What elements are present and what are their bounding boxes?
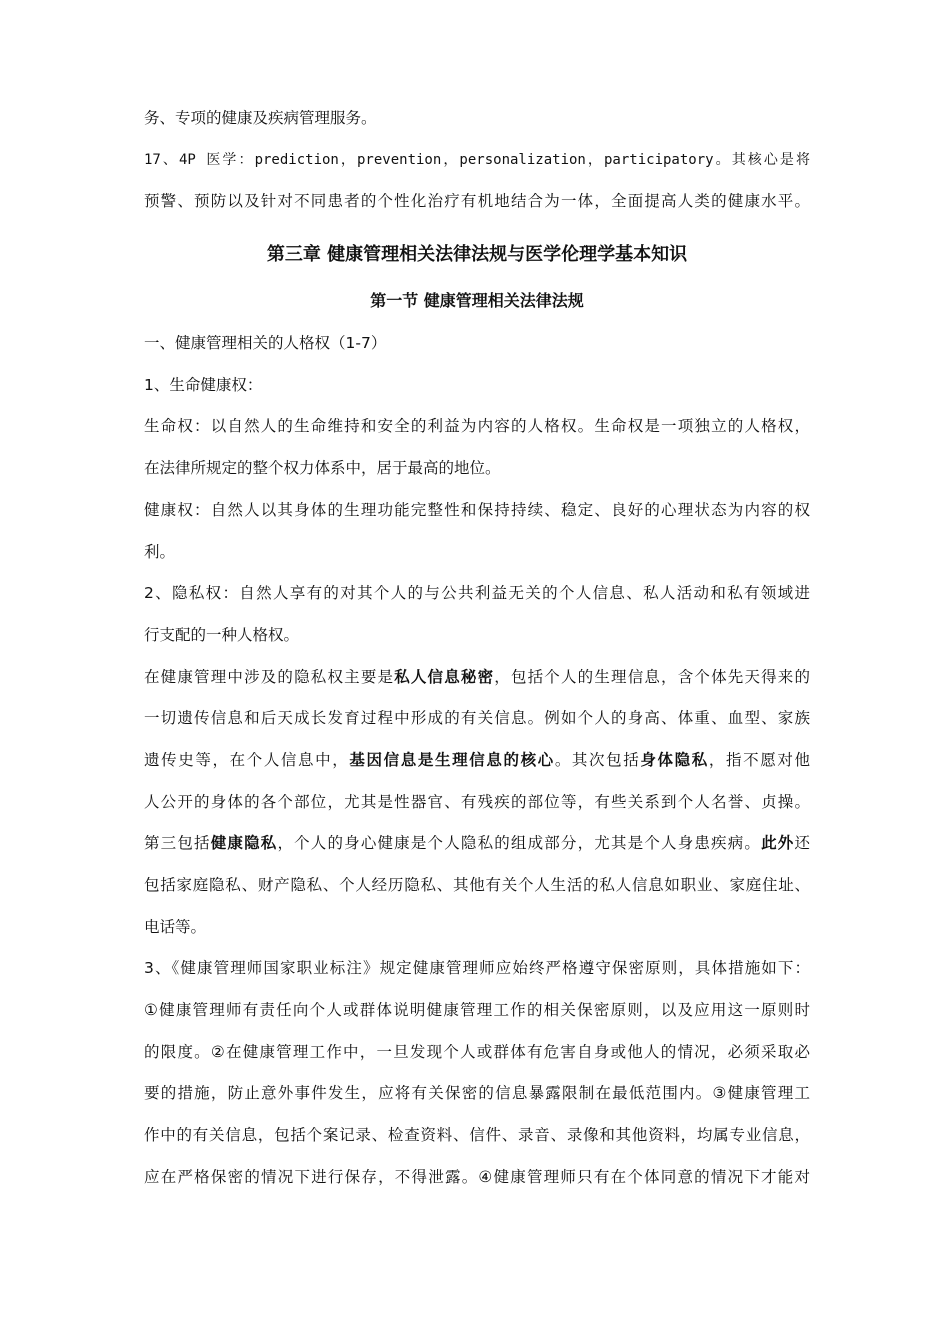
text-run: 第三包括 <box>144 834 211 853</box>
paragraph-line: 人公开的身体的各个部位，尤其是性器官、有残疾的部位等，有些关系到个人名誉、贞操。 <box>144 792 810 811</box>
heading-line: 一、健康管理相关的人格权（1-7） <box>144 334 387 353</box>
bold-term: 基因信息是生理信息的核心 <box>349 750 555 769</box>
text-run: 在健康管理中涉及的隐私权主要是 <box>144 667 395 686</box>
paragraph-line: 17、4P 医学：prediction，prevention，personalization，participatory。其核心是将 <box>144 151 810 168</box>
chapter-title: 第三章 健康管理相关法律法规与医学伦理学基本知识 <box>266 244 688 266</box>
paragraph-line: 健康权：自然人以其身体的生理功能完整性和保持持续、稳定、良好的心理状态为内容的权 <box>144 500 810 519</box>
bold-term: 健康隐私 <box>210 834 278 853</box>
paragraph-line: 作中的有关信息，包括个案记录、检查资料、信件、录音、录像和其他资料，均属专业信息， <box>144 1126 810 1145</box>
paragraph-line: 的限度。②在健康管理工作中，一旦发现个人或群体有危害自身或他人的情况，必须采取必 <box>144 1042 810 1061</box>
text-run: 遗传史等，在个人信息中， <box>144 750 350 769</box>
paragraph-line: 2、隐私权：自然人享有的对其个人的与公共利益无关的个人信息、私人活动和私有领域进 <box>144 584 810 603</box>
paragraph-line: 在法律所规定的整个权力体系中，居于最高的地位。 <box>144 459 501 478</box>
paragraph-line <box>144 740 810 782</box>
text-run: ，指不愿对他 <box>708 750 810 769</box>
paragraph-line: 应在严格保密的情况下进行保存，不得泄露。④健康管理师只有在个体同意的情况下才能对 <box>144 1167 810 1186</box>
text-run: ，包括个人的生理信息，含个体先天得来的 <box>494 667 810 686</box>
document-page <box>144 98 810 1199</box>
paragraph-line: ①健康管理师有责任向个人或群体说明健康管理工作的相关保密原则，以及应用这一原则时 <box>144 1001 810 1020</box>
paragraph-line: 一切遗传信息和后天成长发育过程中形成的有关信息。例如个人的身高、体重、血型、家族 <box>144 709 810 728</box>
paragraph-line: 利。 <box>144 542 176 561</box>
bold-term: 身体隐私 <box>640 750 709 769</box>
paragraph-line: 包括家庭隐私、财产隐私、个人经历隐私、其他有关个人生活的私人信息如职业、家庭住址、 <box>144 876 810 894</box>
paragraph-line <box>144 657 810 699</box>
text-run: 。其次包括 <box>554 750 641 769</box>
section-title: 第一节 健康管理相关法律法规 <box>370 291 584 311</box>
paragraph-line: 生命权：以自然人的生命维持和安全的利益为内容的人格权。生命权是一项独立的人格权， <box>144 417 810 436</box>
subheading-line: 1、生命健康权： <box>144 375 263 394</box>
paragraph-line: 要的措施，防止意外事件发生，应将有关保密的信息暴露限制在最低范围内。③健康管理工 <box>144 1084 810 1103</box>
paragraph-line: 3、《健康管理师国家职业标注》规定健康管理师应始终严格遵守保密原则，具体措施如下： <box>144 959 810 978</box>
bold-term: 此外 <box>761 834 795 853</box>
paragraph-line: 预警、预防以及针对不同患者的个性化治疗有机地结合为一体，全面提高人类的健康水平。 <box>144 192 810 211</box>
paragraph-line: 行支配的一种人格权。 <box>144 625 300 644</box>
text-run: 还 <box>794 834 810 853</box>
bold-term: 私人信息秘密 <box>394 667 495 686</box>
paragraph-line: 务、专项的健康及疾病管理服务。 <box>144 109 377 127</box>
paragraph-line: 电话等。 <box>144 917 207 936</box>
text-run: ，个人的身心健康是个人隐私的组成部分，尤其是个人身患疾病。 <box>277 834 762 853</box>
paragraph-line <box>144 823 810 865</box>
